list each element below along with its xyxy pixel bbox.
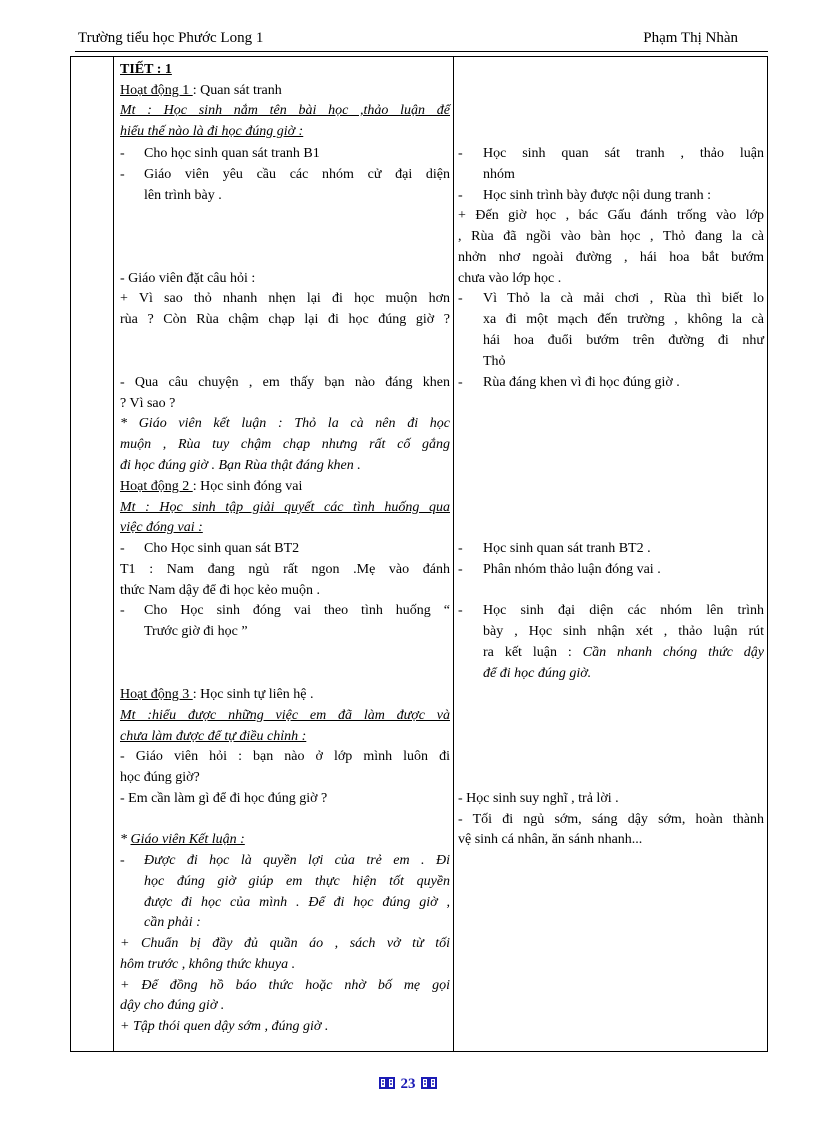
line-text: Mt : Học sinh nắm tên bài học ,thảo luận để bbox=[120, 103, 450, 118]
line-text: chưa vào lớp học . bbox=[458, 271, 562, 286]
teacher-line bbox=[120, 830, 450, 851]
teacher-line bbox=[120, 122, 450, 143]
teacher-line bbox=[120, 269, 450, 290]
line-text: * Giáo viên Kết luận : bbox=[120, 832, 245, 847]
teacher-line bbox=[120, 373, 450, 394]
line-text: Vì Thỏ la cà mải chơi , Rùa thì biết lo bbox=[483, 291, 764, 306]
line-text: bày , Học sinh nhận xét , thảo luận rút bbox=[483, 624, 764, 639]
line-text: muộn , Rùa tuy chậm chạp nhưng rất cố gắng bbox=[120, 437, 450, 452]
line-text: Cho Học sinh đóng vai theo tình huống “ bbox=[144, 603, 450, 618]
bullet-dash: - bbox=[458, 603, 463, 618]
teacher-line bbox=[120, 727, 450, 748]
line-text: Học sinh trình bày được nội dung tranh : bbox=[483, 188, 712, 203]
student-line bbox=[458, 206, 764, 227]
teacher-line bbox=[120, 622, 450, 643]
teacher-line bbox=[120, 81, 450, 102]
line-text: + Đến giờ học , bác Gấu đánh trống vào lớp bbox=[458, 208, 764, 223]
line-text: T1 : Nam đang ngủ rất ngon .Mẹ vào đánh bbox=[120, 562, 450, 577]
teacher-line bbox=[120, 539, 450, 560]
line-text: + Để đồng hồ báo thức hoặc nhờ bố mẹ gọi bbox=[120, 978, 450, 993]
teacher-line bbox=[120, 955, 450, 976]
teacher-line bbox=[120, 310, 450, 331]
line-text: Được đi học là quyền lợi của trẻ em . Đi bbox=[144, 853, 450, 868]
teacher-line bbox=[120, 560, 450, 581]
line-text: Mt : Học sinh tập giải quyết các tình huống qua bbox=[120, 500, 450, 515]
line-text: Thỏ bbox=[483, 354, 506, 369]
student-line bbox=[458, 810, 764, 831]
teacher-line bbox=[120, 101, 450, 122]
line-text: - Em cần làm gì để đi học đúng giờ ? bbox=[120, 791, 328, 806]
line-text: Hoạt động 1 : Quan sát tranh bbox=[120, 83, 282, 98]
bullet-dash: - bbox=[120, 853, 125, 868]
bullet-dash: - bbox=[120, 541, 125, 556]
student-line bbox=[458, 664, 764, 685]
teacher-line bbox=[120, 747, 450, 768]
line-text: để đi học đúng giờ. bbox=[483, 666, 592, 681]
teacher-line bbox=[120, 60, 450, 81]
teacher-line bbox=[120, 872, 450, 893]
teacher-line bbox=[120, 996, 450, 1017]
student-line bbox=[458, 560, 764, 581]
student-line bbox=[458, 310, 764, 331]
teacher-line bbox=[120, 706, 450, 727]
teacher-line bbox=[120, 394, 450, 415]
line-text: Hoạt động 3 : Học sinh tự liên hệ . bbox=[120, 687, 314, 702]
line-text: chưa làm được để tự điều chỉnh : bbox=[120, 729, 307, 744]
teacher-line bbox=[120, 685, 450, 706]
bullet-dash: - bbox=[120, 146, 125, 161]
line-text: Rùa đáng khen vì đi học đúng giờ . bbox=[483, 375, 680, 390]
teacher-line bbox=[120, 456, 450, 477]
student-line bbox=[458, 601, 764, 622]
teacher-name: Phạm Thị Nhàn bbox=[643, 30, 738, 46]
bullet-dash: - bbox=[458, 146, 463, 161]
bullet-dash: - bbox=[458, 291, 463, 306]
teacher-line bbox=[120, 144, 450, 165]
teacher-line bbox=[120, 414, 450, 435]
teacher-line bbox=[120, 435, 450, 456]
book-icon bbox=[421, 1077, 437, 1089]
teacher-line bbox=[120, 934, 450, 955]
line-text: Trước giờ đi học ” bbox=[144, 624, 248, 639]
student-line bbox=[458, 331, 764, 352]
teacher-line bbox=[120, 581, 450, 602]
line-text: - Giáo viên hỏi : bạn nào ở lớp mình luôn đi bbox=[120, 749, 450, 764]
line-text-italic: Cần nhanh chóng thức dậy bbox=[582, 645, 764, 660]
line-text: Học sinh quan sát tranh , thảo luận bbox=[483, 146, 764, 161]
line-text: việc đóng vai : bbox=[120, 520, 203, 535]
line-text: thức Nam dậy để đi học kẻo muộn . bbox=[120, 583, 321, 598]
student-line bbox=[458, 830, 764, 851]
line-text: Học sinh quan sát tranh BT2 . bbox=[483, 541, 651, 556]
line-text: được đi học của mình . Để đi học đúng giờ , bbox=[144, 895, 450, 910]
line-text: cần phải : bbox=[144, 915, 201, 930]
student-line bbox=[458, 165, 764, 186]
student-line bbox=[458, 373, 764, 394]
line-text: xa đi một mạch đến trường , không la cà bbox=[483, 312, 764, 327]
line-text: TIẾT : 1 bbox=[120, 62, 172, 77]
teacher-line bbox=[120, 601, 450, 622]
line-text: học đúng giờ giúp em thực hiện tốt quyền bbox=[144, 874, 450, 889]
line-text: lên trình bày . bbox=[144, 188, 222, 203]
line-text: hiểu thế nào là đi học đúng giờ : bbox=[120, 124, 304, 139]
teacher-line bbox=[120, 789, 450, 810]
page-number: 23 bbox=[400, 1076, 416, 1092]
teacher-line bbox=[120, 851, 450, 872]
line-text: Cho Học sinh quan sát BT2 bbox=[144, 541, 300, 556]
teacher-line bbox=[120, 518, 450, 539]
header-rule bbox=[75, 51, 768, 52]
line-text: ra kết luận : bbox=[483, 645, 583, 660]
teacher-line bbox=[120, 768, 450, 789]
page-footer bbox=[0, 1076, 816, 1093]
teacher-line bbox=[120, 976, 450, 997]
student-line bbox=[458, 643, 764, 664]
teacher-line bbox=[120, 498, 450, 519]
line-text: dậy cho đúng giờ . bbox=[120, 998, 225, 1013]
line-text: nhởn nhơ ngoài đường , hái hoa bắt bướm bbox=[458, 250, 764, 265]
column-divider-1 bbox=[113, 56, 114, 1052]
bullet-dash: - bbox=[458, 188, 463, 203]
page-header bbox=[78, 30, 768, 50]
line-text: Học sinh đại diện các nhóm lên trình bbox=[483, 603, 764, 618]
line-text: Cho học sinh quan sát tranh B1 bbox=[144, 146, 320, 161]
teacher-line bbox=[120, 477, 450, 498]
teacher-line bbox=[120, 913, 450, 934]
student-line bbox=[458, 227, 764, 248]
line-text: - Giáo viên đặt câu hỏi : bbox=[120, 271, 256, 286]
line-text: rùa ? Còn Rùa chậm chạp lại đi học đúng giờ ? bbox=[120, 312, 450, 327]
student-line bbox=[458, 289, 764, 310]
school-name: Trường tiểu học Phước Long 1 bbox=[78, 30, 264, 46]
book-icon bbox=[379, 1077, 395, 1089]
line-text: - Qua câu chuyện , em thấy bạn nào đáng khen bbox=[120, 375, 450, 390]
student-line bbox=[458, 789, 764, 810]
student-line bbox=[458, 269, 764, 290]
line-text: ? Vì sao ? bbox=[120, 396, 176, 411]
bullet-dash: - bbox=[120, 603, 125, 618]
line-text: * Giáo viên kết luận : Thỏ la cà nên đi học bbox=[120, 416, 450, 431]
line-text: đi học đúng giờ . Bạn Rùa thật đáng khen . bbox=[120, 458, 361, 473]
column-divider-2 bbox=[453, 56, 454, 1052]
bullet-dash: - bbox=[120, 167, 125, 182]
student-line bbox=[458, 539, 764, 560]
line-text: + Vì sao thỏ nhanh nhẹn lại đi học muộn hơn bbox=[120, 291, 450, 306]
student-line bbox=[458, 248, 764, 269]
line-text: hôm trước , không thức khuya . bbox=[120, 957, 296, 972]
line-text: Phân nhóm thảo luận đóng vai . bbox=[483, 562, 661, 577]
line-text: hái hoa đuổi bướm trên đường đi như bbox=[483, 333, 764, 348]
teacher-line bbox=[120, 289, 450, 310]
student-line bbox=[458, 144, 764, 165]
teacher-line bbox=[120, 165, 450, 186]
bullet-dash: - bbox=[458, 562, 463, 577]
student-line bbox=[458, 352, 764, 373]
line-text: - Học sinh suy nghĩ , trả lời . bbox=[458, 791, 619, 806]
teacher-line bbox=[120, 186, 450, 207]
line-text: , Rùa đã ngồi vào bàn học , Thỏ đang la cà bbox=[458, 229, 764, 244]
line-text: vệ sinh cá nhân, ăn sánh nhanh... bbox=[458, 832, 643, 847]
line-text: + Chuẩn bị đầy đủ quần áo , sách vở từ tối bbox=[120, 936, 450, 951]
bullet-dash: - bbox=[458, 541, 463, 556]
bullet-dash: - bbox=[458, 375, 463, 390]
line-text: + Tập thói quen dậy sớm , đúng giờ . bbox=[120, 1019, 329, 1034]
line-text: - Tối đi ngủ sớm, sáng dậy sớm, hoàn thành bbox=[458, 812, 764, 827]
line-text: Giáo viên yêu cầu các nhóm cử đại diện bbox=[144, 167, 450, 182]
line-text: Mt :hiểu được những việc em đã làm được và bbox=[120, 708, 450, 723]
line-text: nhóm bbox=[483, 167, 515, 182]
student-line bbox=[458, 186, 764, 207]
teacher-line bbox=[120, 1017, 450, 1038]
teacher-line bbox=[120, 893, 450, 914]
line-text: học đúng giờ? bbox=[120, 770, 200, 785]
student-line bbox=[458, 622, 764, 643]
line-text: Hoạt động 2 : Học sinh đóng vai bbox=[120, 479, 303, 494]
